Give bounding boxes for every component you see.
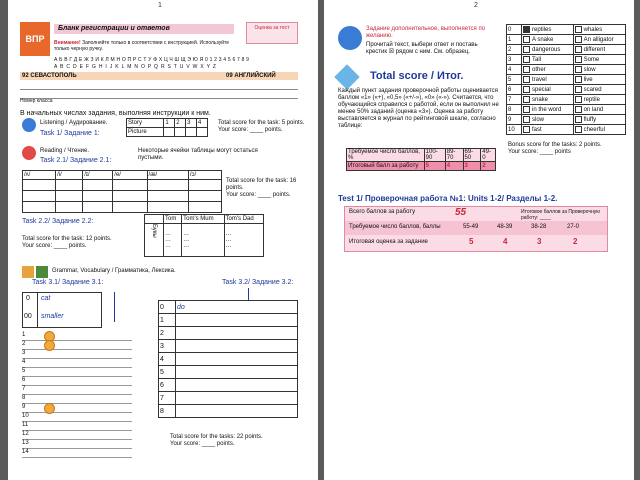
option-a[interactable]: A snake <box>522 35 574 45</box>
checkbox-icon[interactable] <box>575 46 582 53</box>
checkbox-icon[interactable] <box>523 86 530 93</box>
table-row: 2 dangerous different <box>507 45 626 55</box>
table-row: 4 other slow <box>507 65 626 75</box>
bonus-block: Bonus score for the tasks: 2 points. Your score: ____ points <box>508 142 602 155</box>
checkbox-icon[interactable] <box>575 116 582 123</box>
table-row: 9 slow fluffy <box>507 115 626 125</box>
option-a[interactable]: fast <box>522 125 574 135</box>
checkbox-icon[interactable] <box>523 36 530 43</box>
checkbox-icon[interactable] <box>523 26 530 33</box>
task31-title: Task 3.1/ Задание 3.1: <box>32 279 104 286</box>
answer-cell[interactable] <box>176 327 298 340</box>
total-text: Каждый пункт задания проверочной работы оценивается баллом «1» («+), «0,5» («+/-»), «0» («-»). Считается, что обучающийся справился с работой, если он выполнил не менее 50% заданий (оценка «3»). Оценка за работу выставляется в журнал по рейтинговой шкале, согласно таблице: <box>338 88 499 129</box>
checkbox-icon[interactable] <box>523 96 530 103</box>
task32-title: Task 3.2/ Задание 3.2: <box>222 279 294 286</box>
table-row: 10 fast cheerful <box>507 125 626 135</box>
table-row: 5 <box>159 366 298 379</box>
task1-total: Total score for the task: 5 points. Your score: ____ points. <box>218 120 305 133</box>
option-a[interactable]: Tall <box>522 55 574 65</box>
option-b[interactable]: cheerful <box>573 125 625 135</box>
table-row: 6 <box>159 379 298 392</box>
page-number: 2 <box>474 2 478 9</box>
list-item[interactable]: 13 <box>22 440 132 449</box>
phoneme-header: /ɔ/ <box>188 171 221 180</box>
list-item[interactable]: 12 <box>22 431 132 440</box>
checkbox-icon[interactable] <box>575 36 582 43</box>
registration-header <box>20 10 310 110</box>
task21-table <box>22 170 222 213</box>
list-item[interactable]: 14 <box>22 449 132 458</box>
option-b[interactable]: fluffy <box>573 115 625 125</box>
headphones-icon <box>22 118 36 132</box>
answer-cell[interactable] <box>176 405 298 418</box>
arrow-31 <box>114 292 115 322</box>
task21-note: Некоторые ячейки таблицы могут остаться пустыми. <box>138 148 258 161</box>
checkbox-icon[interactable] <box>523 126 530 133</box>
checkbox-icon[interactable] <box>575 126 582 133</box>
task22-title: Task 2.2/ Задание 2.2: <box>22 218 94 225</box>
reading-section: Reading / Чтение. <box>40 148 90 154</box>
test-score-box: Всего баллов за работу 55 Итоговое баллов за Проверочную работу: ____ Требуемое число баллов, баллы 55-49 48-39 38-28 27-0 Итоговая оценка за задание 5 4 3 2 <box>344 206 608 252</box>
phoneme-header: /ʌ/ <box>23 171 56 180</box>
checkbox-icon[interactable] <box>523 46 530 53</box>
extra-title: Задание дополнительное, выполняется по желанию. <box>366 26 486 39</box>
task22-total: Total score for the task: 12 points. Your score: ____ points. <box>22 236 112 249</box>
table-row: 2 <box>159 327 298 340</box>
alphabet-row: А Б В Г Д Е Ж З И К Л М Н О П Р С Т У Ф Х Ц Ч Ш Щ Э Ю Я 0 1 2 3 4 5 6 7 8 9 <box>54 57 250 63</box>
instruction: В начальных числах задания, выполняя инструкции к ним. <box>20 110 211 117</box>
checkbox-icon[interactable] <box>575 26 582 33</box>
answer-cell[interactable] <box>176 353 298 366</box>
extra-task-icon <box>338 26 362 50</box>
extra-answer-table <box>506 24 626 135</box>
checkbox-icon[interactable] <box>575 76 582 83</box>
list-item[interactable]: 5 <box>22 368 132 377</box>
checkbox-icon[interactable] <box>523 116 530 123</box>
total-title: Total score / Итог. <box>370 70 464 82</box>
option-b[interactable]: An alligator <box>573 35 625 45</box>
score-box: Оценка за тест <box>246 22 298 44</box>
table-row: 7 snake reptile <box>507 95 626 105</box>
table-row: 3 <box>159 340 298 353</box>
checkbox-icon[interactable] <box>575 96 582 103</box>
option-a[interactable]: reptiles <box>522 25 574 35</box>
option-b[interactable]: different <box>573 45 625 55</box>
phoneme-header: /æ/ <box>147 171 188 180</box>
test-title: Test 1/ Проверочная работа №1: Units 1-2/ Разделы 1-2. <box>338 194 558 203</box>
checkbox-icon[interactable] <box>523 56 530 63</box>
task21-total: Total score for the task: 16 points. Your score: ____ points. <box>226 178 297 198</box>
phoneme-header: /ɪ/ <box>83 171 113 180</box>
answer-cell[interactable] <box>176 314 298 327</box>
class-field[interactable]: 92 СЕВАСТОПОЛЬ <box>22 73 77 79</box>
option-a[interactable]: dangerous <box>522 45 574 55</box>
list-item[interactable]: 4 <box>22 359 132 368</box>
checkbox-icon[interactable] <box>523 66 530 73</box>
task1-title: Task 1/ Задание 1: <box>40 130 100 137</box>
grammar-section: Grammar, Vocabulary / Грамматика, Лексика. <box>52 268 176 274</box>
table-row: 1 <box>159 314 298 327</box>
option-b[interactable]: reptile <box>573 95 625 105</box>
option-a[interactable]: in the word <box>522 105 574 115</box>
checkbox-icon[interactable] <box>523 76 530 83</box>
checkbox-icon[interactable] <box>575 66 582 73</box>
answer-cell[interactable] <box>176 340 298 353</box>
page-number: 1 <box>158 2 162 9</box>
answer-cell[interactable]: do <box>176 301 298 314</box>
table-row: 5 travel live <box>507 75 626 85</box>
phoneme-header: /e/ <box>113 171 147 180</box>
option-a[interactable]: special <box>522 85 574 95</box>
option-a[interactable]: travel <box>522 75 574 85</box>
option-b[interactable]: scared <box>573 85 625 95</box>
option-a[interactable]: other <box>522 65 574 75</box>
book-icon <box>22 146 36 160</box>
phoneme-header: /i/ <box>56 171 83 180</box>
list-item[interactable]: 6 <box>22 377 132 386</box>
option-b[interactable]: whales <box>573 25 625 35</box>
answer-cell[interactable] <box>176 392 298 405</box>
task31-list <box>22 332 132 458</box>
list-item[interactable]: 10 <box>22 413 132 422</box>
list-item[interactable]: 8 <box>22 395 132 404</box>
arrow-32 <box>248 288 249 300</box>
left-page <box>8 0 318 480</box>
task3-total: Total score for the tasks: 22 points. Your score: ____ points. <box>170 434 263 447</box>
answer-cell[interactable] <box>176 366 298 379</box>
table-row: 0 reptiles whales <box>507 25 626 35</box>
list-item[interactable]: 2 <box>22 341 132 350</box>
table-row: 6 special scared <box>507 85 626 95</box>
table-row: 8 <box>159 405 298 418</box>
checkbox-icon[interactable] <box>575 106 582 113</box>
task21-title: Task 2.1/ Задание 2.1: <box>40 157 112 164</box>
vocabulary-icon <box>36 266 48 278</box>
list-item[interactable]: 7 <box>22 386 132 395</box>
table-row: 1 A snake An alligator <box>507 35 626 45</box>
vpr-logo: ВПР <box>20 22 50 56</box>
answer-cell[interactable] <box>176 379 298 392</box>
table-row: 3 Tall Some <box>507 55 626 65</box>
list-item[interactable]: 3 <box>22 350 132 359</box>
table-row: 0 do <box>159 301 298 314</box>
option-a[interactable]: slow <box>522 115 574 125</box>
class-number-label: Номер класса <box>20 98 53 104</box>
table-row: 8 in the word on land <box>507 105 626 115</box>
list-item[interactable]: 9 <box>22 404 132 413</box>
table-row: 7 <box>159 392 298 405</box>
notice: Внимание! Заполняйте только в соответствии с инструкцией. Используйте только черную ручку. <box>54 40 230 52</box>
subject-field[interactable]: 09 АНГЛИЙСКИЙ <box>226 73 276 79</box>
right-page <box>324 0 634 480</box>
form-title: Бланк регистрации и ответов <box>58 25 170 32</box>
pen-icon <box>334 64 359 89</box>
task31-sample-box: 0 cat 00 smaller <box>22 292 102 328</box>
table-row: 4 <box>159 353 298 366</box>
option-b[interactable]: live <box>573 75 625 85</box>
checkbox-icon[interactable] <box>575 86 582 93</box>
option-a[interactable]: snake <box>522 95 574 105</box>
grammar-icon <box>22 266 34 278</box>
listening-section: Listening / Аудирование. <box>40 120 108 126</box>
option-b[interactable]: Some <box>573 55 625 65</box>
checkbox-icon[interactable] <box>523 106 530 113</box>
list-item[interactable]: 1 <box>22 332 132 341</box>
task32-table <box>158 300 298 418</box>
extra-text: Прочитай текст, выбери ответ и поставь крестик ☒ рядом с ним. См. образец. <box>366 42 478 55</box>
latin-row: A B C D E F G H I J K L M N O P Q R S T U V W X Y Z <box>54 64 217 70</box>
task1-table: Story 1 2 3 4 Picture <box>126 118 208 137</box>
checkbox-icon[interactable] <box>575 56 582 63</box>
option-b[interactable]: on land <box>573 105 625 115</box>
task22-table: Tom Tom's Mum Tom's Dad Букы … … … … … … … … … <box>144 214 264 257</box>
grade-scale-table: Требуемое число баллов, % 100-90 89-70 69-50 49-0 Итоговый балл за работу 5 4 3 2 <box>346 148 496 171</box>
list-item[interactable]: 11 <box>22 422 132 431</box>
option-b[interactable]: slow <box>573 65 625 75</box>
